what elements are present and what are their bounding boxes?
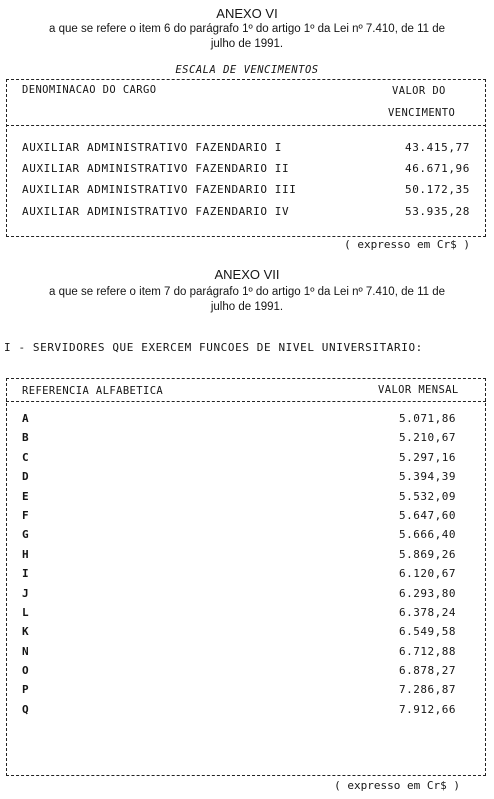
table-row xyxy=(22,683,456,702)
job-title-cell: AUXILIAR ADMINISTRATIVO FAZENDARIO I xyxy=(22,141,283,154)
monthly-value-cell: 6.120,67 xyxy=(399,567,456,581)
annex-vii-title: ANEXO VII xyxy=(214,267,280,282)
monthly-value-cell: 5.210,67 xyxy=(399,431,456,445)
monthly-value-cell: 5.297,16 xyxy=(399,450,456,464)
annex-vi-caption-line2: julho de 1991. xyxy=(210,38,284,50)
table-row xyxy=(22,645,456,664)
reference-cell: L xyxy=(22,605,30,619)
annex-vii-caption-line2: julho de 1991. xyxy=(210,301,284,313)
reference-cell: A xyxy=(22,412,30,425)
table-row xyxy=(22,470,456,489)
annex-vii-caption xyxy=(0,285,494,315)
monthly-value-cell: 5.647,60 xyxy=(399,508,456,522)
reference-cell: K xyxy=(22,625,30,639)
table-row xyxy=(22,587,456,606)
reference-cell: P xyxy=(22,683,30,697)
table-row xyxy=(22,703,456,722)
monthly-value-cell: 5.071,86 xyxy=(399,412,456,425)
job-title-cell: AUXILIAR ADMINISTRATIVO FAZENDARIO IV xyxy=(22,205,290,218)
monthly-value-cell: 6.293,80 xyxy=(399,586,456,600)
reference-cell: N xyxy=(22,644,30,658)
salary-value-cell: 43.415,77 xyxy=(404,141,470,154)
header-alphabetic-reference: REFERENCIA ALFABETICA xyxy=(22,385,164,397)
monthly-value-rows xyxy=(22,412,456,722)
monthly-value-header-divider xyxy=(6,401,486,402)
annex-vi-caption xyxy=(0,22,494,52)
monthly-value-cell: 6.712,88 xyxy=(399,644,456,658)
reference-cell: O xyxy=(22,664,30,678)
monthly-value-cell: 7.912,66 xyxy=(399,702,456,716)
job-title-cell: AUXILIAR ADMINISTRATIVO FAZENDARIO III xyxy=(22,183,297,196)
annex-vi-caption-line1: a que se refere o item 6 do parágrafo 1º do artigo 1º da Lei nº 7.410, de 11 de xyxy=(49,23,445,35)
monthly-value-cell: 6.378,24 xyxy=(399,605,456,619)
header-monthly-value: VALOR MENSAL xyxy=(378,384,459,396)
salary-value-cell: 53.935,28 xyxy=(404,205,470,218)
annex-vii-caption-line1: a que se refere o item 7 do parágrafo 1º do artigo 1º da Lei nº 7.410, de 11 de xyxy=(49,286,445,298)
reference-cell: Q xyxy=(22,702,30,716)
annex-vi-title: ANEXO VI xyxy=(216,6,278,21)
currency-note: ( expresso em Cr$ ) xyxy=(344,238,470,251)
header-salary-value-line1: VALOR DO xyxy=(392,85,446,97)
monthly-value-cell: 5.869,26 xyxy=(399,547,456,561)
table-row xyxy=(22,490,456,509)
reference-cell: J xyxy=(22,586,30,600)
table-row xyxy=(22,451,456,470)
salary-scale-header-divider xyxy=(6,125,486,126)
currency-note: ( expresso em Cr$ ) xyxy=(334,779,460,792)
reference-cell: F xyxy=(22,508,30,522)
reference-cell: D xyxy=(22,470,30,484)
header-salary-value-line2: VENCIMENTO xyxy=(388,107,456,119)
table-row xyxy=(22,606,456,625)
salary-scale-title: ESCALA DE VENCIMENTOS xyxy=(175,64,319,76)
table-row xyxy=(22,509,456,528)
table-row xyxy=(22,528,456,547)
reference-cell: H xyxy=(22,547,30,561)
table-row xyxy=(22,548,456,567)
monthly-value-cell: 5.394,39 xyxy=(399,470,456,484)
table-row xyxy=(22,431,456,450)
reference-cell: I xyxy=(22,567,30,581)
monthly-value-cell: 6.549,58 xyxy=(399,625,456,639)
header-job-title: DENOMINACAO DO CARGO xyxy=(22,84,157,96)
reference-cell: B xyxy=(22,431,30,445)
job-title-cell: AUXILIAR ADMINISTRATIVO FAZENDARIO II xyxy=(22,162,290,175)
table-row xyxy=(22,412,456,431)
section-heading: I - SERVIDORES QUE EXERCEM FUNCOES DE NIVEL UNIVERSITARIO: xyxy=(4,341,423,354)
reference-cell: E xyxy=(22,489,30,503)
reference-cell: C xyxy=(22,450,30,464)
reference-cell: G xyxy=(22,528,30,542)
table-row xyxy=(22,567,456,586)
monthly-value-cell: 6.878,27 xyxy=(399,664,456,678)
monthly-value-cell: 7.286,87 xyxy=(399,683,456,697)
table-row xyxy=(22,625,456,644)
monthly-value-cell: 5.666,40 xyxy=(399,528,456,542)
monthly-value-cell: 5.532,09 xyxy=(399,489,456,503)
salary-value-cell: 46.671,96 xyxy=(404,162,470,175)
table-row xyxy=(22,664,456,683)
salary-value-cell: 50.172,35 xyxy=(404,183,470,196)
